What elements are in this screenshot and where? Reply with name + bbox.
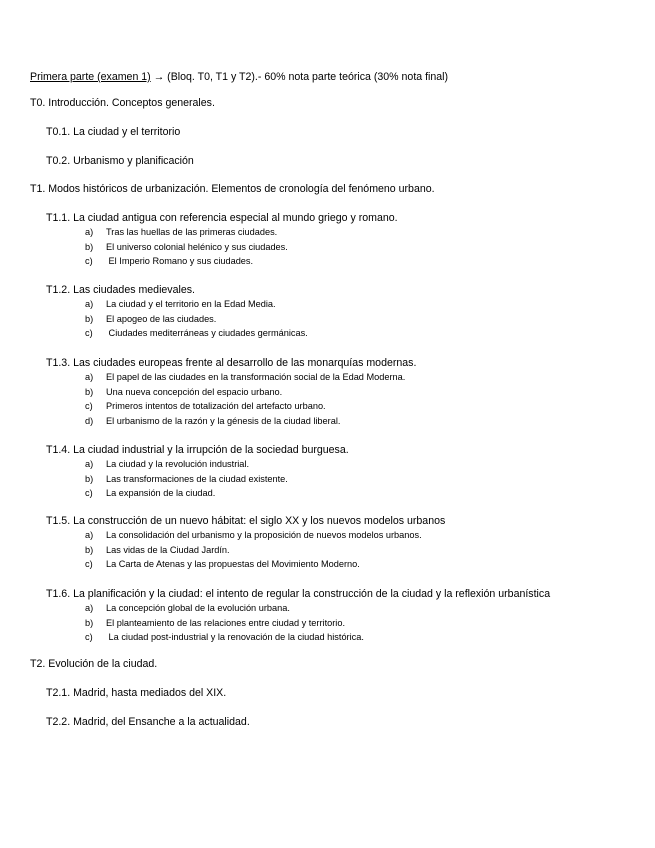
list-item-label: c)	[85, 559, 93, 569]
list-item	[85, 488, 215, 498]
list-item-label: b)	[85, 313, 94, 324]
list-item-text: El Imperio Romano y sus ciudades.	[106, 256, 254, 266]
list-item	[85, 632, 364, 642]
section-title: T1.6. La planificación y la ciudad: el intento de regular la construcción de la ciudad y la reflexión urbanística	[46, 588, 551, 600]
list-item	[85, 545, 230, 555]
list-item-label: c)	[85, 328, 93, 338]
list-item-label: a)	[85, 372, 94, 382]
list-item	[85, 256, 253, 266]
list-item-text: Una nueva concepción del espacio urbano.	[106, 386, 283, 397]
list-item-label: c)	[85, 488, 93, 498]
list-item	[85, 603, 290, 613]
list-item	[85, 372, 405, 382]
list-item-label: b)	[85, 241, 94, 252]
list-item-label: a)	[85, 299, 94, 309]
list-item-text: La consolidación del urbanismo y la proposición de nuevos modelos urbanos.	[106, 530, 422, 540]
topic-title: T2. Evolución de la ciudad.	[30, 658, 158, 670]
list-item	[85, 387, 282, 397]
header-underlined: Primera parte (examen 1)	[30, 71, 151, 83]
topic-title: T0. Introducción. Conceptos generales.	[30, 97, 215, 109]
list-item-label: a)	[85, 530, 94, 540]
list-item	[85, 459, 249, 469]
section-title: T0.2. Urbanismo y planificación	[46, 155, 194, 167]
list-item	[85, 242, 288, 252]
list-item	[85, 559, 360, 569]
list-item-label: a)	[85, 603, 94, 613]
list-item-text: Las transformaciones de la ciudad existente.	[106, 473, 288, 484]
header-line	[30, 71, 448, 83]
list-item-text: Ciudades mediterráneas y ciudades germánicas.	[106, 328, 308, 338]
list-item-text: La expansión de la ciudad.	[106, 488, 216, 498]
list-item-text: Tras las huellas de las primeras ciudades.	[106, 227, 278, 237]
section-title: T0.1. La ciudad y el territorio	[46, 126, 181, 138]
section-title: T2.2. Madrid, del Ensanche a la actualidad.	[46, 716, 250, 728]
list-item-text: La Carta de Atenas y las propuestas del Movimiento Moderno.	[106, 559, 360, 569]
list-item-text: La concepción global de la evolución urbana.	[106, 603, 290, 613]
list-item	[85, 299, 276, 309]
list-item	[85, 314, 216, 324]
list-item	[85, 401, 326, 411]
list-item-label: a)	[85, 227, 94, 237]
list-item-label: a)	[85, 459, 94, 469]
list-item	[85, 227, 277, 237]
list-item	[85, 618, 345, 628]
list-item-text: El apogeo de las ciudades.	[106, 313, 217, 324]
list-item	[85, 328, 308, 338]
section-title: T1.1. La ciudad antigua con referencia especial al mundo griego y romano.	[46, 212, 398, 224]
list-item-label: b)	[85, 386, 94, 397]
header-rest: → (Bloq. T0, T1 y T2).- 60% nota parte teórica (30% nota final)	[150, 71, 449, 83]
list-item-text: Las vidas de la Ciudad Jardín.	[106, 544, 230, 555]
list-item	[85, 416, 340, 426]
topic-title: T1. Modos históricos de urbanización. Elementos de cronología del fenómeno urbano.	[30, 183, 435, 195]
list-item-text: La ciudad y la revolución industrial.	[106, 459, 249, 469]
list-item-label: d)	[85, 415, 94, 426]
list-item-label: b)	[85, 473, 94, 484]
list-item-label: c)	[85, 632, 93, 642]
list-item-text: El universo colonial helénico y sus ciudades.	[106, 241, 288, 252]
list-item	[85, 474, 288, 484]
list-item-text: El urbanismo de la razón y la génesis de la ciudad liberal.	[106, 415, 341, 426]
list-item-label: b)	[85, 544, 94, 555]
section-title: T2.1. Madrid, hasta mediados del XIX.	[46, 687, 227, 699]
list-item-text: La ciudad post-industrial y la renovación de la ciudad histórica.	[106, 632, 364, 642]
section-title: T1.4. La ciudad industrial y la irrupción de la sociedad burguesa.	[46, 444, 349, 456]
section-title: T1.5. La construcción de un nuevo hábitat: el siglo XX y los nuevos modelos urbanos	[46, 515, 446, 527]
list-item-label: b)	[85, 617, 94, 628]
list-item-text: Primeros intentos de totalización del artefacto urbano.	[106, 401, 326, 411]
section-title: T1.3. Las ciudades europeas frente al desarrollo de las monarquías modernas.	[46, 357, 417, 369]
list-item-text: El papel de las ciudades en la transformación social de la Edad Moderna.	[106, 372, 406, 382]
list-item	[85, 530, 422, 540]
list-item-label: c)	[85, 401, 93, 411]
list-item-label: c)	[85, 256, 93, 266]
list-item-text: La ciudad y el territorio en la Edad Media.	[106, 299, 276, 309]
list-item-text: El planteamiento de las relaciones entre ciudad y territorio.	[106, 617, 346, 628]
section-title: T1.2. Las ciudades medievales.	[46, 284, 195, 296]
